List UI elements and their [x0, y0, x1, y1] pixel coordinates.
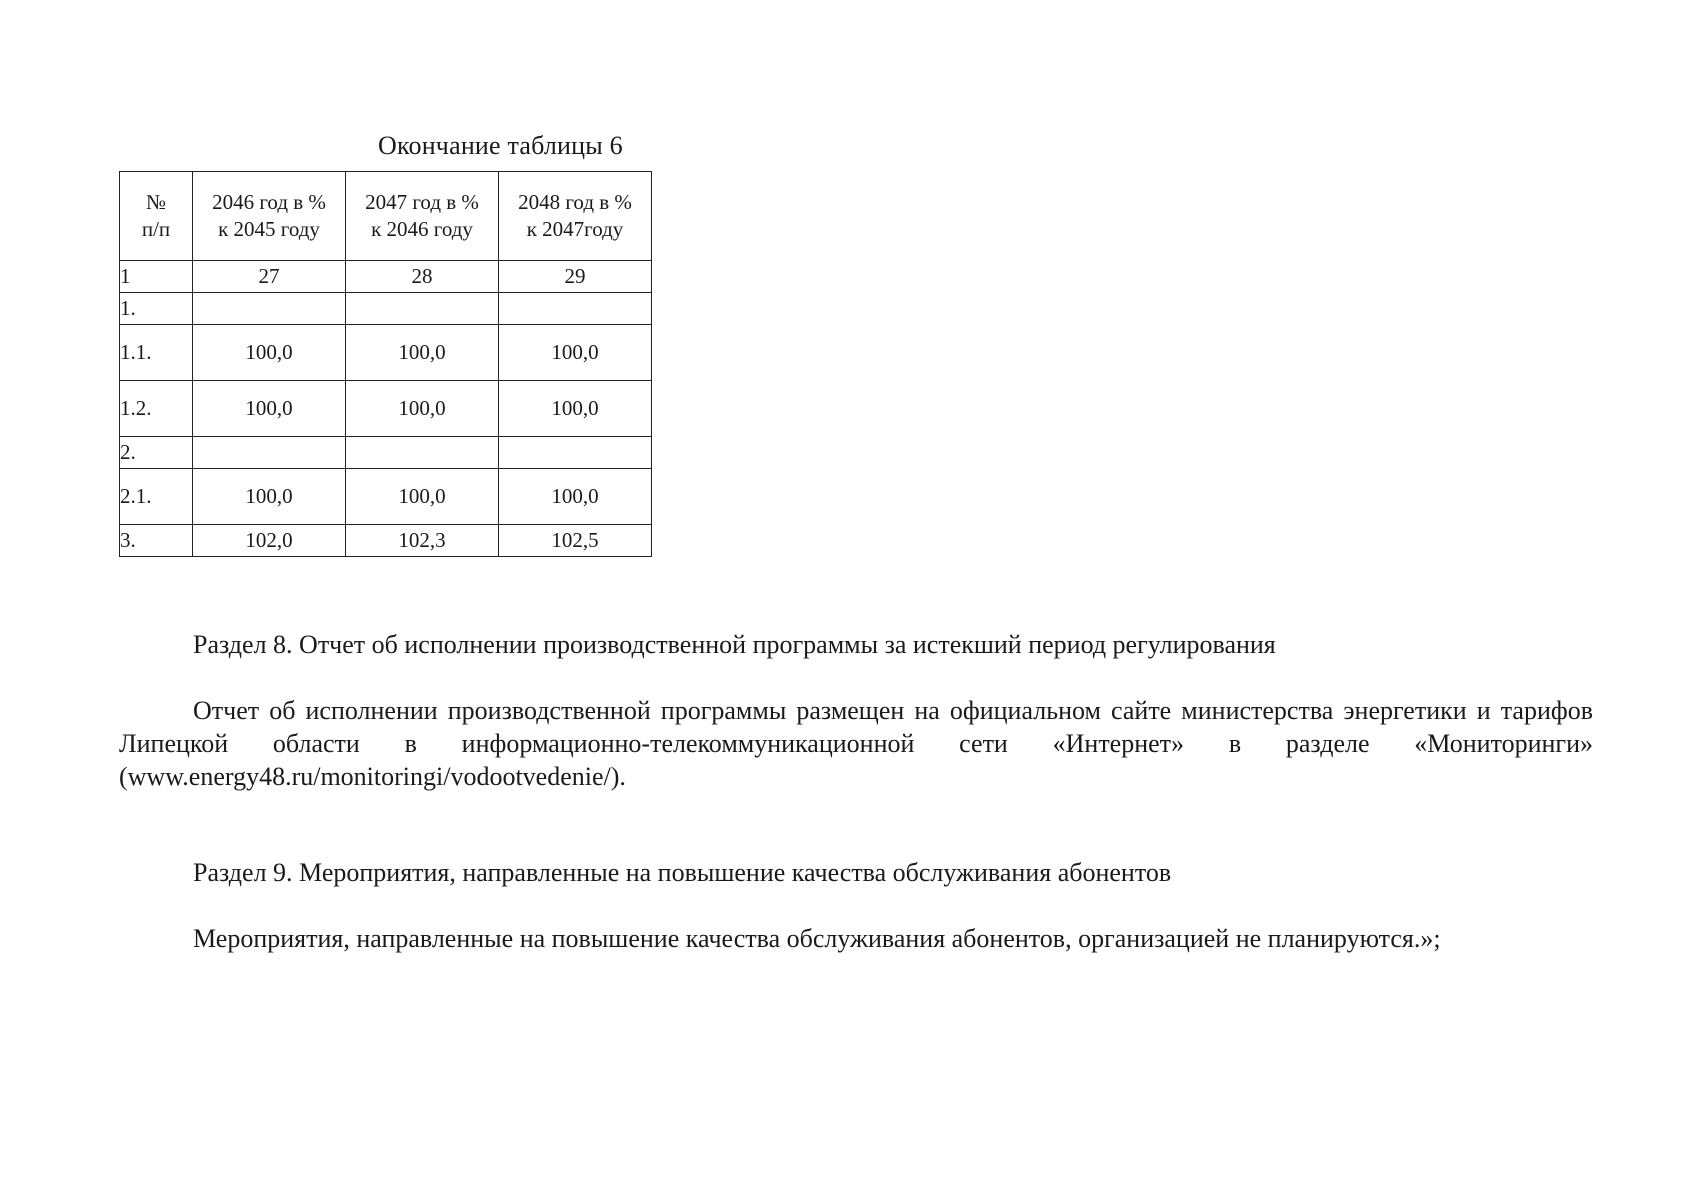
data-table	[119, 171, 652, 557]
table-header-row	[120, 172, 652, 261]
table-cell: 102,0	[193, 525, 346, 557]
table-cell	[499, 437, 652, 469]
table-cell	[499, 293, 652, 325]
table-cell	[193, 293, 346, 325]
table-cell	[193, 437, 346, 469]
header-2048: 2048 год в % к 2047году	[499, 172, 652, 261]
section-9-title: Раздел 9. Мероприятия, направленные на повышение качества обслуживания абонентов	[193, 858, 1172, 887]
table-row	[120, 469, 652, 525]
table-cell: 1	[120, 261, 193, 293]
table-cell: 100,0	[346, 469, 499, 525]
table-cell: 1.	[120, 293, 193, 325]
table-cell: 28	[346, 261, 499, 293]
table-row	[120, 325, 652, 381]
section-9-text: Мероприятия, направленные на повышение качества обслуживания абонентов, организацией не планируются.»;	[193, 924, 1441, 953]
table-cell: 3.	[120, 525, 193, 557]
table-cell: 2.1.	[120, 469, 193, 525]
table-caption: Окончание таблицы 6	[378, 131, 623, 160]
section-8-text: Отчет об исполнении производственной программы размещен на официальном сайте министерства энергетики и тарифов Липецкой области в информационно-телекоммуникационной сети «Интернет» в разделе «Мониторинги» (www.energy48.ru/monitoringi/vodootvedenie/).	[119, 696, 1593, 791]
table-row	[120, 261, 652, 293]
table-cell: 29	[499, 261, 652, 293]
header-number: № п/п	[120, 172, 193, 261]
table-cell: 102,5	[499, 525, 652, 557]
table-cell: 2.	[120, 437, 193, 469]
table-cell: 100,0	[193, 469, 346, 525]
table-row	[120, 381, 652, 437]
table-cell: 100,0	[499, 325, 652, 381]
table-cell: 100,0	[193, 381, 346, 437]
table-cell: 27	[193, 261, 346, 293]
table-cell: 100,0	[193, 325, 346, 381]
header-2046: 2046 год в % к 2045 году	[193, 172, 346, 261]
table-cell: 1.1.	[120, 325, 193, 381]
table-row	[120, 293, 652, 325]
table-cell	[346, 437, 499, 469]
table-cell: 100,0	[346, 325, 499, 381]
table-row	[120, 437, 652, 469]
table-cell: 100,0	[346, 381, 499, 437]
table-row	[120, 525, 652, 557]
header-2047: 2047 год в % к 2046 году	[346, 172, 499, 261]
table-cell: 102,3	[346, 525, 499, 557]
table-cell	[346, 293, 499, 325]
table-cell: 1.2.	[120, 381, 193, 437]
section-8-title: Раздел 8. Отчет об исполнении производственной программы за истекший период регулирования	[193, 630, 1276, 659]
table-cell: 100,0	[499, 381, 652, 437]
table-cell: 100,0	[499, 469, 652, 525]
